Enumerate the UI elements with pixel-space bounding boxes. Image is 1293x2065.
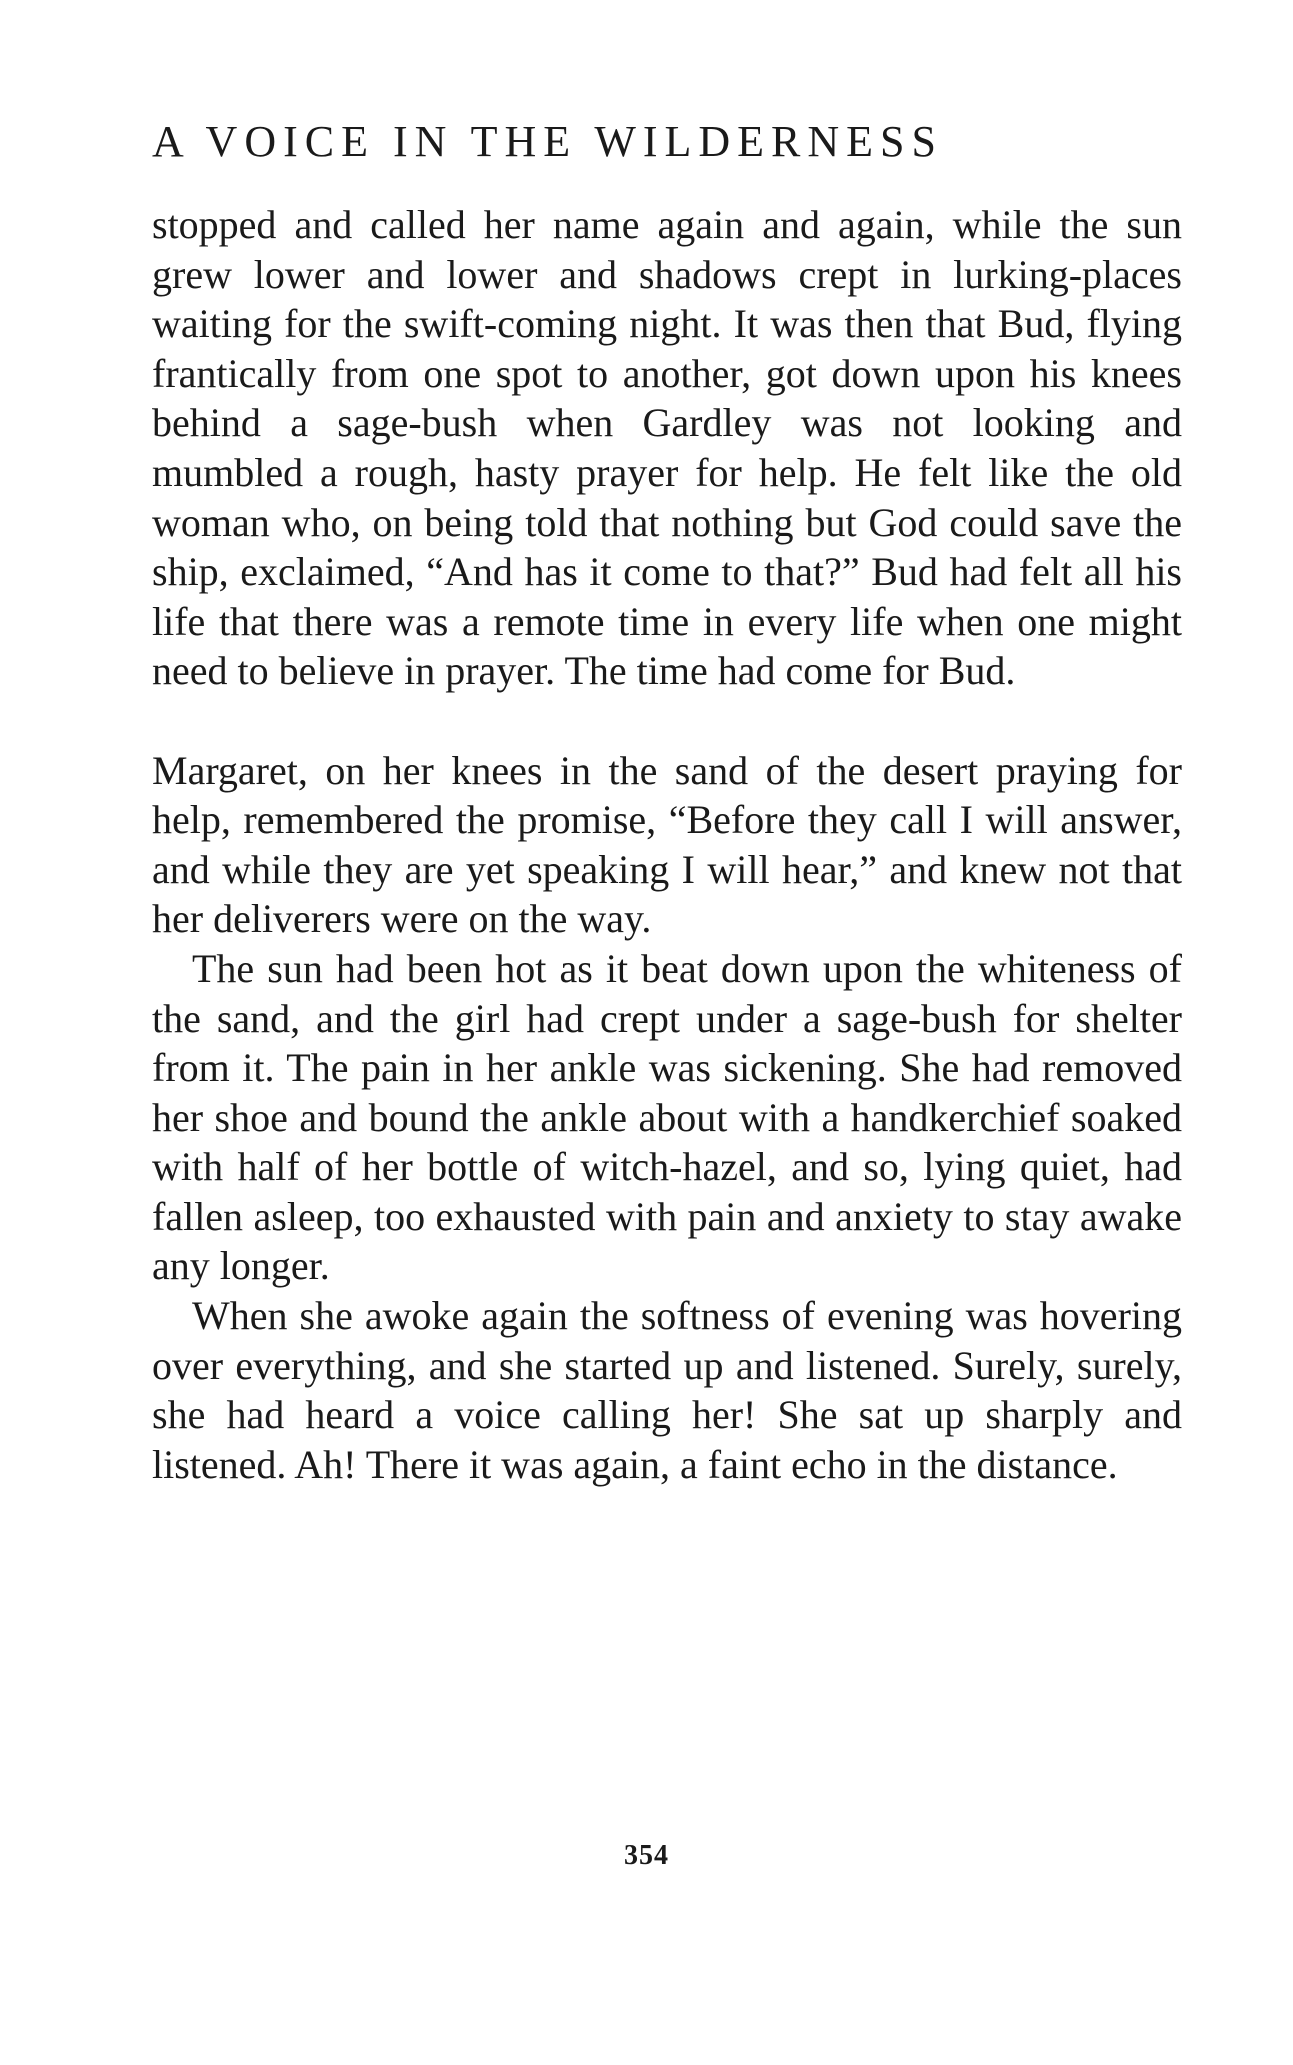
page-number: 354 (624, 1840, 669, 1871)
body-text (152, 200, 1182, 1489)
paragraph-2: Margaret, on her knees in the sand of the desert praying for help, remembered the promise, “Before they call I will answer, and while they are yet speaking I will hear,” and knew not that her deliverers were on the way. (152, 747, 1182, 942)
paragraph-1: stopped and called her name again and again, while the sun grew lower and lower and shadows crept in lurking-places waiting for the swift-coming night. It was then that Bud, flying frantically from one spot to another, got down upon his knees behind a sage-bush when Gardley was not looking and mumbled a rough, hasty prayer for help. He felt like the old woman who, on being told that nothing but God could save the ship, exclaimed, “And has it come to that?” Bud had felt all his life that there was a remote time in every life when one might need to believe in prayer. The time had come for Bud. (152, 202, 1182, 694)
running-head: A VOICE IN THE WILDERNESS (152, 117, 943, 166)
paragraph-3: The sun had been hot as it beat down upon the whiteness of the sand, and the girl had crept under a sage-bush for shelter from it. The pain in her ankle was sickening. She had removed her shoe and bound the ankle about with a handkerchief soaked with half of her bottle of witch-hazel, and so, lying quiet, had fallen asleep, too exhausted with pain and anxiety to stay awake any longer. (152, 945, 1182, 1289)
paragraph-4: When she awoke again the softness of evening was hovering over everything, and she started up and listened. Surely, surely, she had heard a voice calling her! She sat up sharply and listened. Ah! There it was again, a faint echo in the distance. (152, 1293, 1182, 1487)
